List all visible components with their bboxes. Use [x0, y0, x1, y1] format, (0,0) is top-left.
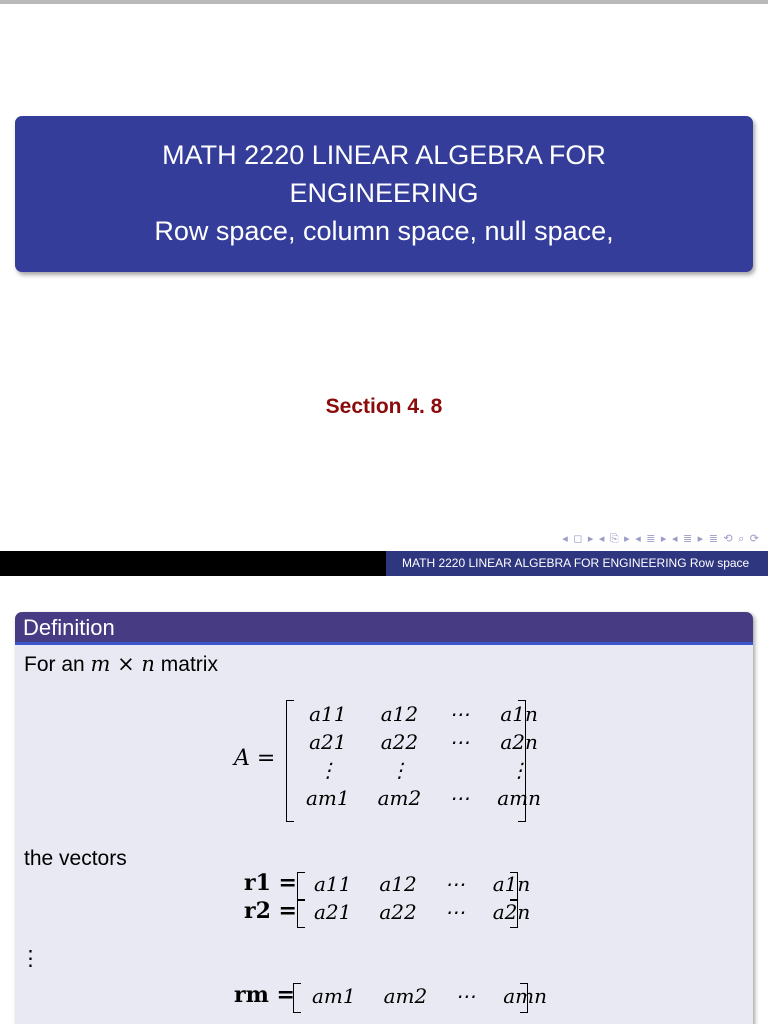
vector-cell: amn — [503, 984, 548, 1008]
r2-label: r2 = — [244, 898, 297, 924]
beamer-navigation-icons[interactable]: ◂ ◻ ▸ ◂ ⎘ ▸ ◂ ≣ ▸ ◂ ≣ ▸ ≣ ⟲ ⌕ ⟳ — [562, 532, 760, 545]
matrix-cell: ⋯ — [449, 702, 470, 726]
footer-title: MATH 2220 LINEAR ALGEBRA FOR ENGINEERING Row space — [386, 551, 768, 576]
matrix-cell: ⋯ — [449, 730, 470, 754]
matrix-row — [292, 784, 555, 812]
matrix-a — [292, 700, 555, 812]
matrix-row — [292, 756, 555, 784]
matrix-cell: a11 — [309, 702, 347, 726]
intro-suffix: matrix — [160, 653, 218, 676]
r1-label: r1 = — [244, 870, 297, 896]
matrix-cell: a2n — [500, 730, 538, 754]
vector-cell: am1 — [312, 984, 356, 1008]
vector-cell: a2n — [492, 900, 531, 924]
vector-cell: a1n — [492, 872, 531, 896]
intro-math: m × n — [90, 652, 155, 676]
matrix-cell — [435, 756, 483, 784]
top-rule — [0, 0, 768, 4]
matrix-cell: am2 — [377, 786, 422, 810]
footer-bar — [0, 551, 768, 576]
matrix-cell: ⋯ — [449, 786, 470, 810]
matrix-cell: ⋮ — [509, 758, 530, 782]
matrix-cell: amn — [497, 786, 542, 810]
section-label: Section 4. 8 — [325, 395, 443, 418]
matrix-cell: a21 — [309, 730, 347, 754]
matrix-label: A = — [234, 746, 276, 771]
vector-cell: a12 — [379, 872, 417, 896]
matrix-cell: a22 — [380, 730, 419, 754]
title-line-1: MATH 2220 LINEAR ALGEBRA FOR — [162, 140, 606, 170]
vector-r1 — [300, 870, 544, 898]
subtitle: Row space, column space, null space, — [154, 216, 614, 246]
vector-cell: ⋯ — [444, 872, 465, 896]
matrix-row — [292, 700, 555, 728]
vector-cell: a22 — [379, 900, 417, 924]
vector-cell: ⋯ — [455, 984, 476, 1008]
definition-slide — [0, 576, 768, 1024]
definition-intro — [24, 652, 218, 677]
vector-cell: am2 — [383, 984, 428, 1008]
title-line-2: ENGINEERING — [289, 178, 479, 208]
vectors-text: the vectors — [24, 847, 127, 870]
matrix-cell: am1 — [306, 786, 350, 810]
matrix-cell: a12 — [380, 702, 419, 726]
intro-prefix: For an — [24, 653, 85, 676]
matrix-cell: ⋮ — [317, 758, 338, 782]
matrix-row — [292, 728, 555, 756]
vector-cell: a21 — [314, 900, 352, 924]
vertical-dots: ⋮ — [20, 947, 41, 970]
vector-cell: ⋯ — [444, 900, 465, 924]
title-block — [15, 116, 753, 272]
vector-rm — [298, 982, 561, 1010]
definition-title: Definition — [15, 612, 753, 645]
vector-r2 — [300, 898, 544, 926]
vector-cell: a11 — [314, 872, 352, 896]
matrix-cell: a1n — [500, 702, 538, 726]
rm-label: rm = — [234, 982, 295, 1008]
matrix-cell: ⋮ — [389, 758, 410, 782]
